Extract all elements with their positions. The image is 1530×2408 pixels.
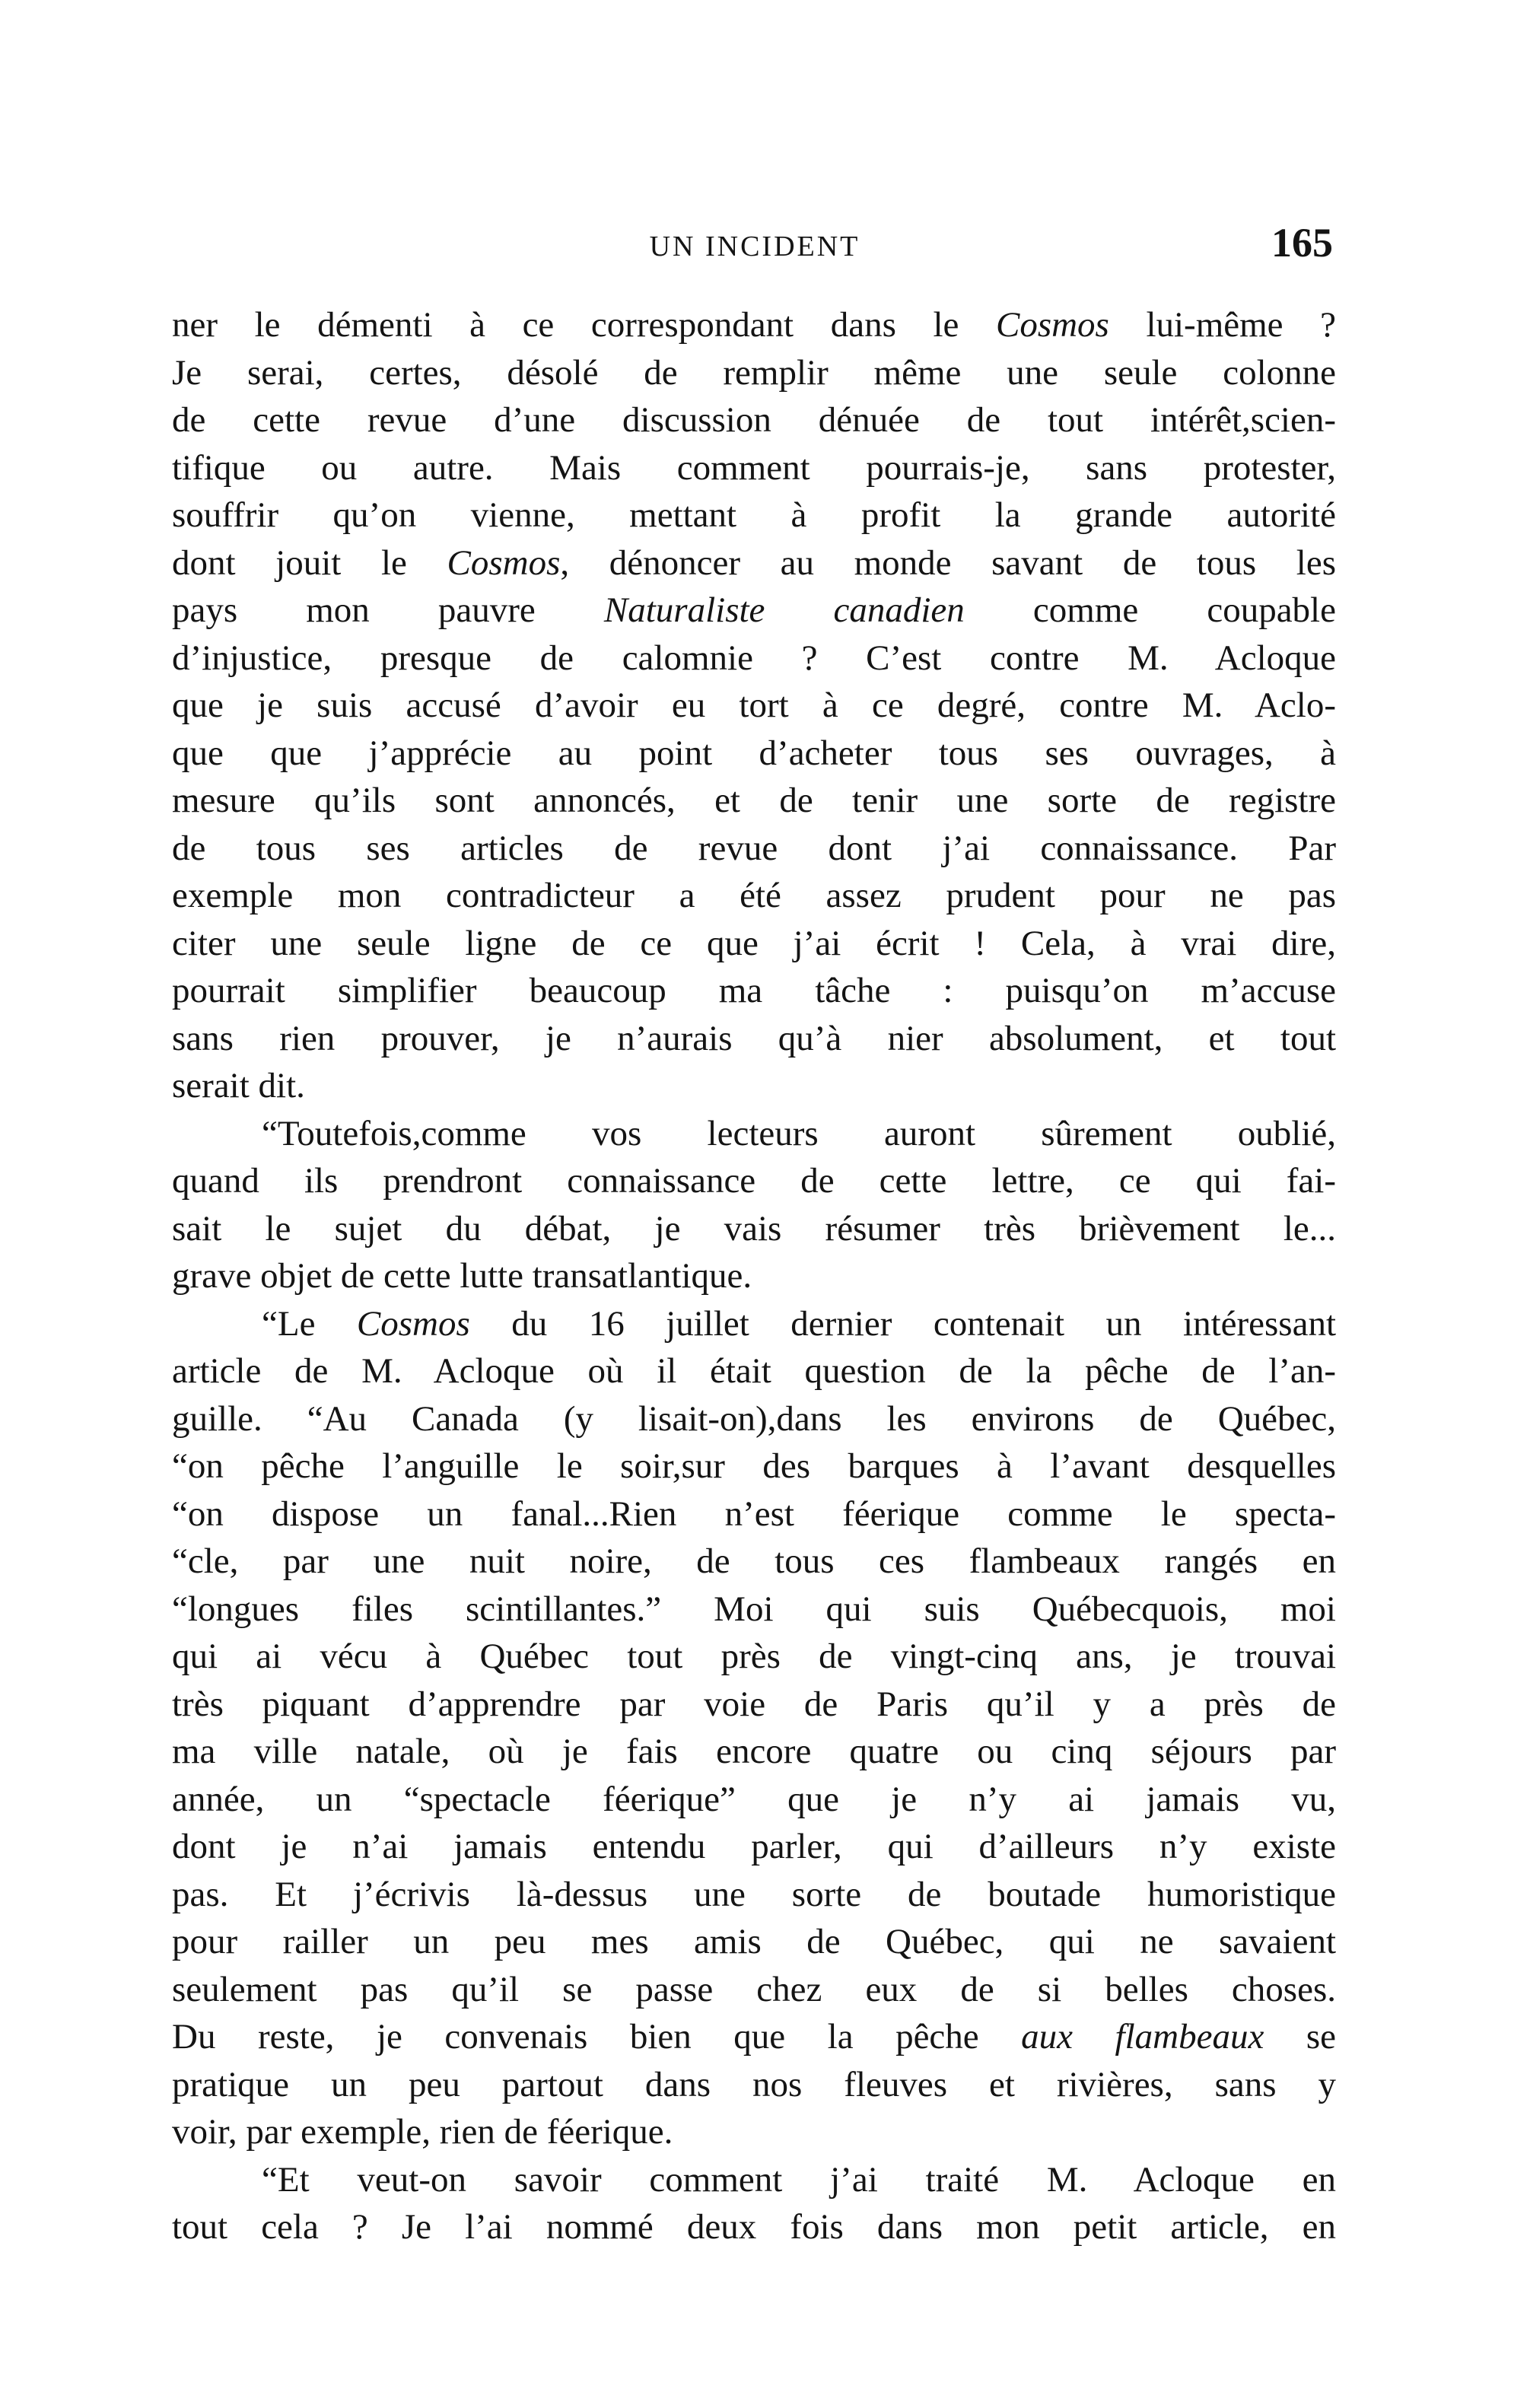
line-text: tifique ou autre. Mais comment pourrais-je, sans protester, <box>172 447 1336 488</box>
line-text: grave objet de cette lutte transatlantique. <box>172 1256 752 1296</box>
text-line <box>172 2013 1336 2061</box>
text-line <box>172 1015 1336 1063</box>
text-line <box>172 1586 1336 1633</box>
text-line <box>172 1728 1336 1776</box>
line-text: se <box>1264 2017 1336 2057</box>
text-line <box>172 2108 1336 2156</box>
text-line <box>172 2203 1336 2251</box>
line-text: guille. “Au Canada (y lisait-on),dans les environs de Québec, <box>172 1398 1336 1439</box>
text-line <box>172 1966 1336 2014</box>
text-line <box>172 301 1336 349</box>
text-line <box>172 1443 1336 1490</box>
text-line <box>172 920 1336 968</box>
text-line <box>172 491 1336 539</box>
line-text: ner le démenti à ce correspondant dans le <box>172 305 996 345</box>
line-text: sait le sujet du débat, je vais résumer très brièvement le... <box>172 1208 1336 1249</box>
text-line <box>172 1681 1336 1729</box>
line-text: tout cela ? Je l’ai nommé deux fois dans mon petit article, en <box>172 2207 1336 2247</box>
line-text: “Et veut-on savoir comment j’ai traité M. Acloque en <box>262 2159 1336 2200</box>
text-line <box>172 777 1336 825</box>
text-line <box>172 2061 1336 2109</box>
line-text: que que j’apprécie au point d’acheter tous ses ouvrages, à <box>172 733 1336 773</box>
text-line <box>172 349 1336 397</box>
page-header <box>177 219 1333 280</box>
line-text: lui-même ? <box>1109 305 1336 345</box>
line-text: pas. Et j’écrivis là-dessus une sorte de boutade humoristique <box>172 1874 1336 1914</box>
line-text: Je serai, certes, désolé de remplir même une seule colonne <box>172 352 1336 393</box>
text-line <box>172 1157 1336 1205</box>
line-text: voir, par exemple, rien de féerique. <box>172 2112 673 2152</box>
text-line <box>172 1776 1336 1824</box>
text-line <box>172 1871 1336 1919</box>
italic-title: Cosmos <box>447 542 561 583</box>
line-text: sans rien prouver, je n’aurais qu’à nier absolument, et tout <box>172 1018 1336 1058</box>
text-line <box>172 682 1336 730</box>
line-text: de tous ses articles de revue dont j’ai connaissance. Par <box>172 828 1336 868</box>
line-text: que je suis accusé d’avoir eu tort à ce degré, contre M. Aclo- <box>172 686 1336 725</box>
line-text: article de M. Acloque où il était question de la pêche de l’an- <box>172 1351 1336 1391</box>
text-line <box>172 444 1336 492</box>
text-line <box>172 1062 1336 1110</box>
text-line <box>172 1110 1336 1158</box>
line-text: très piquant d’apprendre par voie de Paris qu’il y a près de <box>172 1684 1336 1724</box>
text-line <box>172 635 1336 682</box>
line-text: pays mon pauvre <box>172 590 604 630</box>
text-line <box>172 587 1336 635</box>
text-line <box>172 396 1336 444</box>
text-line <box>172 1347 1336 1395</box>
text-line <box>172 1395 1336 1443</box>
text-line <box>172 1823 1336 1871</box>
text-line <box>172 967 1336 1015</box>
text-line <box>172 539 1336 587</box>
text-line <box>172 1205 1336 1253</box>
line-text: pratique un peu partout dans nos fleuves et rivières, sans y <box>172 2064 1336 2104</box>
text-line <box>172 825 1336 873</box>
line-text: “on pêche l’anguille le soir,sur des barques à l’avant desquelles <box>172 1446 1336 1486</box>
body-text <box>172 301 1336 2251</box>
line-text: exemple mon contradicteur a été assez prudent pour ne pas <box>172 876 1336 915</box>
italic-title: Cosmos <box>356 1303 470 1344</box>
text-line <box>172 1538 1336 1586</box>
text-line <box>172 1252 1336 1300</box>
line-text: “cle, par une nuit noire, de tous ces flambeaux rangés en <box>172 1541 1336 1581</box>
text-line <box>172 730 1336 778</box>
text-line <box>172 2156 1336 2204</box>
line-text: année, un “spectacle féerique” que je n’y ai jamais vu, <box>172 1779 1336 1819</box>
text-line <box>172 1300 1336 1348</box>
line-text: citer une seule ligne de ce que j’ai écrit ! Cela, à vrai dire, <box>172 923 1336 963</box>
line-text: , dénoncer au monde savant de tous les <box>560 542 1336 583</box>
text-line <box>172 1918 1336 1966</box>
line-text: mesure qu’ils sont annoncés, et de tenir une sorte de registre <box>172 781 1336 820</box>
line-text: comme coupable <box>964 590 1336 630</box>
line-text: pour railler un peu mes amis de Québec, qui ne savaient <box>172 1922 1336 1961</box>
line-text: ma ville natale, où je fais encore quatre ou cinq séjours par <box>172 1732 1336 1771</box>
line-text: de cette revue d’une discussion dénuée de tout intérêt,scien- <box>172 400 1336 440</box>
line-text: “Toutefois,comme vos lecteurs auront sûrement oublié, <box>262 1113 1336 1153</box>
line-text: “on dispose un fanal...Rien n’est féerique comme le specta- <box>172 1493 1336 1534</box>
line-text: dont je n’ai jamais entendu parler, qui d’ailleurs n’y existe <box>172 1827 1336 1866</box>
line-text: d’injustice, presque de calomnie ? C’est contre M. Acloque <box>172 638 1336 678</box>
running-title: UN INCIDENT <box>649 231 860 262</box>
line-text: dont jouit le <box>172 542 447 583</box>
line-text: pourrait simplifier beaucoup ma tâche : puisqu’on m’accuse <box>172 971 1336 1010</box>
text-line <box>172 1633 1336 1681</box>
line-text: qui ai vécu à Québec tout près de vingt-cinq ans, je trouvai <box>172 1637 1336 1676</box>
text-line <box>172 872 1336 920</box>
line-text: Du reste, je convenais bien que la pêche <box>172 2017 1022 2057</box>
line-text: “Le <box>262 1303 357 1344</box>
page-number: 165 <box>1271 220 1333 266</box>
italic-title: Naturaliste canadien <box>603 590 965 630</box>
line-text: “longues files scintillantes.” Moi qui suis Québecquois, moi <box>172 1589 1336 1629</box>
line-text: seulement pas qu’il se passe chez eux de si belles choses. <box>172 1969 1336 2009</box>
line-text: souffrir qu’on vienne, mettant à profit la grande autorité <box>172 495 1336 535</box>
text-line <box>172 1490 1336 1538</box>
italic-title: Cosmos <box>995 305 1109 345</box>
italic-title: aux flambeaux <box>1021 2017 1264 2057</box>
line-text: quand ils prendront connaissance de cette lettre, ce qui fai- <box>172 1161 1336 1201</box>
line-text: du 16 juillet dernier contenait un intéressant <box>469 1303 1337 1344</box>
line-text: serait dit. <box>172 1066 305 1105</box>
